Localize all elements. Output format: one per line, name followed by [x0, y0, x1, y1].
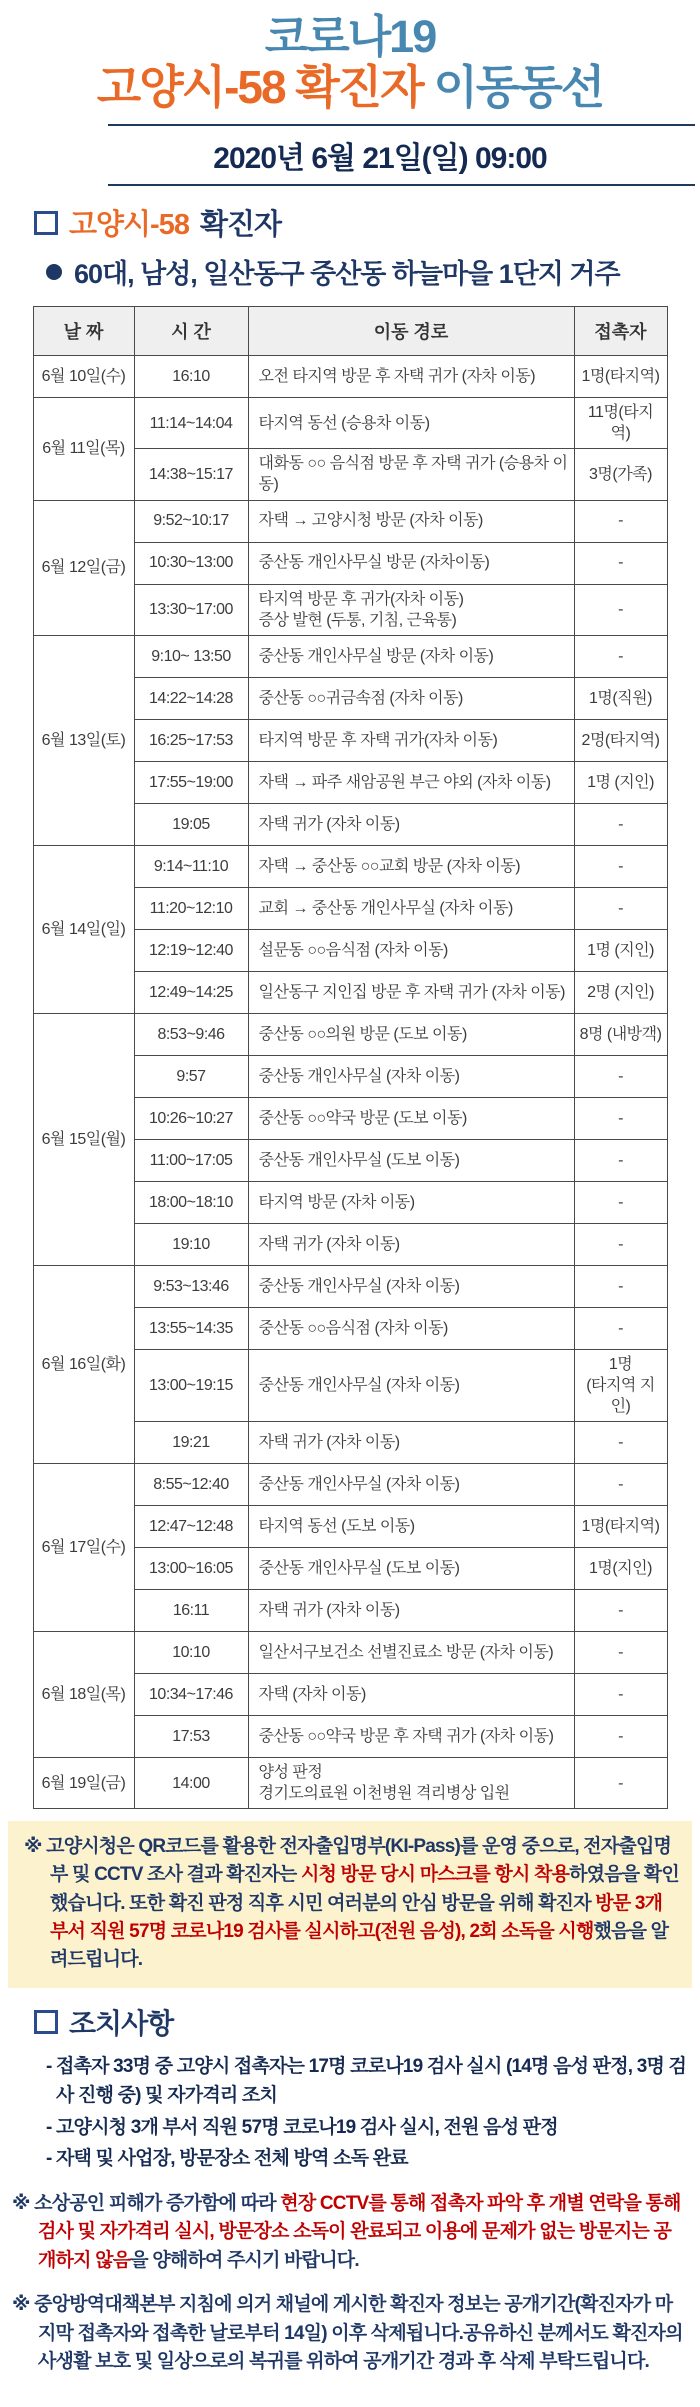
- table-row: [33, 1265, 667, 1307]
- col-header-contact: 접촉자: [574, 307, 667, 356]
- itinerary-table-body: [33, 356, 667, 1809]
- cell-line: 자택 → 고양시청 방문 (자차 이동): [258, 512, 483, 530]
- route-cell: [248, 1758, 574, 1809]
- text-segment: 을 양해하여 주시기 바랍니다.: [130, 2249, 359, 2271]
- contact-cell: [574, 1223, 667, 1265]
- contact-cell: [574, 1349, 667, 1421]
- date-cell: 6월 10일(수): [33, 356, 134, 398]
- cell-line: -: [618, 1235, 623, 1253]
- cell-line: -: [618, 1109, 623, 1127]
- route-cell: [248, 449, 574, 500]
- text-segment: ※ 소상공인 피해가 증가함에 따라: [12, 2192, 281, 2214]
- cell-line: -: [618, 1193, 623, 1211]
- square-bullet-icon: [34, 2010, 58, 2034]
- route-cell: [248, 398, 574, 449]
- contact-cell: [574, 1716, 667, 1758]
- cell-line: 일산서구보건소 선별진료소 방문 (자차 이동): [258, 1644, 554, 1662]
- cell-line: 자택 → 파주 새암공원 부근 야외 (자차 이동): [258, 773, 551, 791]
- contact-cell: [574, 1590, 667, 1632]
- contact-cell: [574, 1181, 667, 1223]
- cell-line: -: [618, 1728, 623, 1746]
- action-item: - 고양시청 3개 부서 직원 57명 코로나19 검사 실시, 전원 음성 판정: [46, 2116, 558, 2138]
- cell-line: -: [618, 1319, 623, 1337]
- note-small-business: [12, 2190, 688, 2276]
- text-segment: ※ 고양시청은 QR코드를 활용한 전자출입명부(KI-Pass)를 운영 중으로, 전자출입명부 및 CCTV 조사 결과 확진자는: [24, 1836, 672, 1886]
- title-line2: [0, 62, 700, 113]
- route-cell: [248, 1139, 574, 1181]
- contact-cell: [574, 500, 667, 542]
- cell-line: -: [618, 512, 623, 530]
- cell-line: -: [618, 1476, 623, 1494]
- time-cell: 11:14~14:04: [134, 398, 248, 449]
- cell-line: (타지역 지인): [586, 1376, 655, 1415]
- cell-line: 일산동구 지인집 방문 후 자택 귀가 (자차 이동): [258, 983, 565, 1001]
- time-cell: 14:00: [134, 1758, 248, 1809]
- text-segment: 했음을 알려드립니다.: [50, 1920, 669, 1970]
- actions-heading: [34, 2002, 700, 2042]
- cell-line: 중산동 개인사무실 (자차 이동): [258, 1376, 460, 1394]
- cell-line: 자택 귀가 (자차 이동): [258, 1602, 400, 1620]
- route-cell: [248, 719, 574, 761]
- contact-cell: [574, 971, 667, 1013]
- time-cell: 19:05: [134, 803, 248, 845]
- cell-line: -: [618, 1434, 623, 1452]
- table-row: [33, 1632, 667, 1674]
- announcement-datetime: 2020년 6월 21일(일) 09:00: [213, 142, 547, 176]
- cell-line: 중산동 개인사무실 (자차 이동): [258, 1476, 460, 1494]
- table-row: [33, 845, 667, 887]
- cell-line: -: [618, 1067, 623, 1085]
- route-cell: [248, 356, 574, 398]
- cell-line: 1명(타지역): [581, 368, 660, 386]
- time-cell: 9:10~ 13:50: [134, 635, 248, 677]
- route-cell: [248, 1548, 574, 1590]
- cell-line: 자택 귀가 (자차 이동): [258, 1235, 400, 1253]
- contact-cell: [574, 542, 667, 584]
- text-segment: 하였음을 확인했습니다. 또한 확진 판정 직후 시민 여러분의 안심 방문을 위해 확진자: [50, 1864, 679, 1914]
- action-item: - 자택 및 사업장, 방문장소 전체 방역 소독 완료: [46, 2148, 408, 2170]
- date-cell: 6월 19일(금): [33, 1758, 134, 1809]
- cell-line: -: [618, 899, 623, 917]
- cell-line: 타지역 동선 (승용차 이동): [258, 414, 430, 432]
- contact-cell: [574, 635, 667, 677]
- route-cell: [248, 845, 574, 887]
- itinerary-table: [33, 306, 668, 1809]
- time-cell: 14:22~14:28: [134, 677, 248, 719]
- time-cell: 17:53: [134, 1716, 248, 1758]
- action-item: - 접촉자 33명 중 고양시 접촉자는 17명 코로나19 검사 실시 (14명 음성 판정, 3명 검사 진행 중) 및 자가격리 조치: [46, 2055, 687, 2107]
- route-cell: [248, 1181, 574, 1223]
- time-cell: 9:57: [134, 1055, 248, 1097]
- date-cell: 6월 13일(토): [33, 635, 134, 845]
- cell-line: 자택 귀가 (자차 이동): [258, 1434, 400, 1452]
- contact-cell: [574, 1758, 667, 1809]
- time-cell: 10:34~17:46: [134, 1674, 248, 1716]
- action-items: [42, 2052, 700, 2174]
- table-row: [33, 1013, 667, 1055]
- patient-id-suffix: 확진자: [199, 209, 282, 242]
- cell-line: 오전 타지역 방문 후 자택 귀가 (자차 이동): [258, 368, 536, 386]
- time-cell: 19:21: [134, 1422, 248, 1464]
- patient-id-heading: [34, 202, 700, 243]
- time-cell: 11:00~17:05: [134, 1139, 248, 1181]
- title-line2-rest: 이동동선: [422, 60, 604, 113]
- cell-line: -: [618, 1602, 623, 1620]
- table-header-row: [33, 307, 667, 356]
- route-cell: [248, 1590, 574, 1632]
- contact-cell: [574, 1464, 667, 1506]
- square-bullet-icon: [34, 211, 58, 235]
- time-cell: 16:25~17:53: [134, 719, 248, 761]
- route-cell: [248, 1013, 574, 1055]
- time-cell: 12:47~12:48: [134, 1506, 248, 1548]
- cell-line: -: [618, 1686, 623, 1704]
- route-cell: [248, 1632, 574, 1674]
- time-cell: 8:55~12:40: [134, 1464, 248, 1506]
- patient-id: 고양시-58: [69, 209, 189, 242]
- cell-line: 중산동 개인사무실 (도보 이동): [258, 1151, 460, 1169]
- table-row: [33, 1758, 667, 1809]
- cell-line: -: [618, 815, 623, 833]
- route-cell: [248, 542, 574, 584]
- contact-cell: [574, 1055, 667, 1097]
- cell-line: 타지역 방문 후 귀가(자차 이동): [258, 590, 464, 608]
- title-patient-id: 고양시-58 확진자: [96, 60, 423, 113]
- cell-line: 양성 판정: [258, 1764, 323, 1782]
- route-cell: [248, 1506, 574, 1548]
- cell-line: 중산동 개인사무실 방문 (자차이동): [258, 554, 490, 572]
- cell-line: 1명 (지인): [587, 773, 654, 791]
- cell-line: -: [618, 1151, 623, 1169]
- cell-line: 자택 (자차 이동): [258, 1686, 366, 1704]
- text-segment: 방문 3개 부서 직원 57명 코로나19 검사를 실시하고(전원 음성), 2회 소독을 시행: [50, 1892, 663, 1942]
- contact-cell: [574, 761, 667, 803]
- cell-line: 1명 (지인): [587, 941, 654, 959]
- text-segment: 시청 방문 당시 마스크를 항시 착용: [300, 1864, 570, 1886]
- time-cell: 9:14~11:10: [134, 845, 248, 887]
- contact-cell: [574, 1013, 667, 1055]
- contact-cell: [574, 677, 667, 719]
- divider-bottom: [108, 184, 695, 186]
- contact-cell: [574, 887, 667, 929]
- date-cell: 6월 17일(수): [33, 1464, 134, 1632]
- contact-cell: [574, 845, 667, 887]
- time-cell: 16:10: [134, 356, 248, 398]
- cell-line: 2명(타지역): [581, 731, 660, 749]
- time-cell: 8:53~9:46: [134, 1013, 248, 1055]
- col-header-route: 이동 경로: [248, 307, 574, 356]
- circle-bullet-icon: [46, 264, 62, 280]
- time-cell: 13:00~19:15: [134, 1349, 248, 1421]
- time-cell: 13:55~14:35: [134, 1307, 248, 1349]
- route-cell: [248, 1223, 574, 1265]
- contact-cell: [574, 449, 667, 500]
- time-cell: 18:00~18:10: [134, 1181, 248, 1223]
- cell-line: 중산동 개인사무실 (도보 이동): [258, 1560, 460, 1578]
- time-cell: 13:00~16:05: [134, 1548, 248, 1590]
- route-cell: [248, 635, 574, 677]
- route-cell: [248, 500, 574, 542]
- route-cell: [248, 1349, 574, 1421]
- route-cell: [248, 929, 574, 971]
- cell-line: 중산동 개인사무실 방문 (자차 이동): [258, 647, 494, 665]
- date-cell: 6월 15일(월): [33, 1013, 134, 1265]
- contact-cell: [574, 1265, 667, 1307]
- route-cell: [248, 1716, 574, 1758]
- route-cell: [248, 1464, 574, 1506]
- route-cell: [248, 887, 574, 929]
- cell-line: 2명 (지인): [587, 983, 654, 1001]
- cell-line: 설문동 ○○음식점 (자차 이동): [258, 941, 448, 959]
- actions-title: 조치사항: [69, 2007, 174, 2039]
- route-cell: [248, 1422, 574, 1464]
- cell-line: 1명(타지역): [581, 1518, 660, 1536]
- date-cell: 6월 18일(목): [33, 1632, 134, 1758]
- cell-line: 교회 → 중산동 개인사무실 (자차 이동): [258, 899, 513, 917]
- time-cell: 10:10: [134, 1632, 248, 1674]
- route-cell: [248, 584, 574, 635]
- route-cell: [248, 1307, 574, 1349]
- date-cell: 6월 12일(금): [33, 500, 134, 635]
- col-header-time: 시 간: [134, 307, 248, 356]
- time-cell: 12:19~12:40: [134, 929, 248, 971]
- cell-line: 11명(타지역): [587, 404, 654, 443]
- table-row: [33, 635, 667, 677]
- time-cell: 14:38~15:17: [134, 449, 248, 500]
- time-cell: 11:20~12:10: [134, 887, 248, 929]
- cell-line: -: [618, 857, 623, 875]
- cell-line: 8명 (내방객): [579, 1025, 662, 1043]
- table-row: [33, 500, 667, 542]
- contact-cell: [574, 1139, 667, 1181]
- date-cell: 6월 14일(일): [33, 845, 134, 1013]
- title-line1: 코로나19: [264, 11, 436, 62]
- time-cell: 17:55~19:00: [134, 761, 248, 803]
- table-row: [33, 356, 667, 398]
- cell-line: -: [618, 1277, 623, 1295]
- cell-line: 증상 발현 (두통, 기침, 근육통): [258, 611, 457, 629]
- contact-cell: [574, 398, 667, 449]
- cell-line: 자택 → 중산동 ○○교회 방문 (자차 이동): [258, 857, 521, 875]
- cell-line: 타지역 동선 (도보 이동): [258, 1518, 415, 1536]
- cell-line: 중산동 ○○약국 방문 (도보 이동): [258, 1109, 467, 1127]
- cell-line: -: [618, 554, 623, 572]
- cell-line: 경기도의료원 이천병원 격리병상 입원: [258, 1785, 510, 1803]
- cell-line: 1명: [608, 1355, 633, 1373]
- cell-line: 대화동 ○○ 음식점 방문 후 자택 귀가 (승용차 이동): [258, 455, 568, 494]
- cell-line: 중산동 개인사무실 (자차 이동): [258, 1067, 460, 1085]
- cell-line: 타지역 방문 (자차 이동): [258, 1193, 415, 1211]
- cell-line: 중산동 ○○의원 방문 (도보 이동): [258, 1025, 467, 1043]
- table-row: [33, 1464, 667, 1506]
- cell-line: 중산동 개인사무실 (자차 이동): [258, 1277, 460, 1295]
- date-cell: 6월 11일(목): [33, 398, 134, 500]
- time-cell: 13:30~17:00: [134, 584, 248, 635]
- route-cell: [248, 677, 574, 719]
- text-segment: 현장 CCTV를 통해 접촉자 파악 후 개별 연락을 통해 검사 및 자가격리 실시, 방문장소 소독이 완료되고 이용에 문제가 없는 방문지는 공개하지 않음: [38, 2192, 681, 2271]
- time-cell: 16:11: [134, 1590, 248, 1632]
- patient-description: 60대, 남성, 일산동구 중산동 하늘마을 1단지 거주: [74, 259, 620, 290]
- route-cell: [248, 803, 574, 845]
- notice-box: [8, 1821, 692, 1988]
- contact-cell: [574, 929, 667, 971]
- contact-cell: [574, 584, 667, 635]
- contact-cell: [574, 1307, 667, 1349]
- contact-cell: [574, 1632, 667, 1674]
- cell-line: 중산동 ○○약국 방문 후 자택 귀가 (자차 이동): [258, 1728, 554, 1746]
- col-header-date: 날 짜: [33, 307, 134, 356]
- contact-cell: [574, 719, 667, 761]
- contact-cell: [574, 1097, 667, 1139]
- contact-cell: [574, 356, 667, 398]
- date-cell: 6월 16일(화): [33, 1265, 134, 1463]
- time-cell: 10:26~10:27: [134, 1097, 248, 1139]
- cell-line: -: [618, 601, 623, 619]
- contact-cell: [574, 803, 667, 845]
- contact-cell: [574, 1506, 667, 1548]
- patient-section: [34, 202, 700, 291]
- cell-line: -: [618, 647, 623, 665]
- route-cell: [248, 1674, 574, 1716]
- cell-line: 중산동 ○○귀금속점 (자차 이동): [258, 689, 463, 707]
- cell-line: 자택 귀가 (자차 이동): [258, 815, 400, 833]
- note-deletion-policy: [12, 2291, 688, 2377]
- cell-line: 중산동 ○○음식점 (자차 이동): [258, 1319, 448, 1337]
- route-cell: [248, 1097, 574, 1139]
- cell-line: 타지역 방문 후 자택 귀가(자차 이동): [258, 731, 498, 749]
- cell-line: 1명(직원): [589, 689, 652, 707]
- contact-cell: [574, 1548, 667, 1590]
- time-cell: 9:53~13:46: [134, 1265, 248, 1307]
- time-cell: 19:10: [134, 1223, 248, 1265]
- time-cell: 10:30~13:00: [134, 542, 248, 584]
- route-cell: [248, 1265, 574, 1307]
- time-cell: 12:49~14:25: [134, 971, 248, 1013]
- patient-description-row: [46, 252, 700, 291]
- cell-line: 1명(지인): [589, 1560, 652, 1578]
- cell-line: -: [618, 1644, 623, 1662]
- contact-cell: [574, 1674, 667, 1716]
- contact-cell: [574, 1422, 667, 1464]
- time-cell: 9:52~10:17: [134, 500, 248, 542]
- cell-line: 3명(가족): [589, 465, 652, 483]
- actions-section: [34, 2002, 700, 2174]
- route-cell: [248, 761, 574, 803]
- route-cell: [248, 971, 574, 1013]
- poster-title: [0, 12, 700, 112]
- route-cell: [248, 1055, 574, 1097]
- text-segment: ※ 중앙방역대책본부 지침에 의거 채널에 게시한 확진자 정보는 공개기간(확진자가 마지막 접촉자와 접촉한 날로부터 14일) 이후 삭제됩니다.공유하신 분께서도 확진자의 사생활 보호 및 일상으로의 복귀를 위하여 공개기간 경과 후 삭제 부탁드립니다.: [12, 2294, 683, 2373]
- table-row: [33, 398, 667, 449]
- cell-line: -: [618, 1774, 623, 1792]
